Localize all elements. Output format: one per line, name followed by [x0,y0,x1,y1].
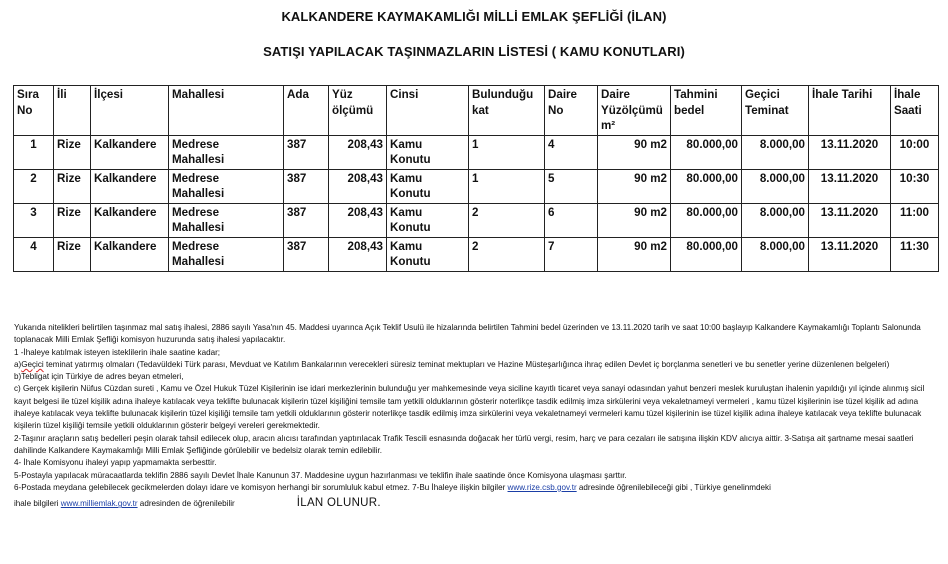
header-ihale-saati: İhale Saati [891,86,939,136]
header-ilce: İlçesi [91,86,169,136]
header-il: İli [54,86,91,136]
cell-tahmini-bedel: 80.000,00 [671,237,742,271]
header-sira: Sıra No [14,86,54,136]
header-ada: Ada [284,86,329,136]
cell-il: Rize [54,135,91,169]
spellcheck-word: Geçici [21,359,44,369]
cell-yuzolcumu: 208,43 [329,135,387,169]
cell-daire-no: 6 [545,203,598,237]
header-yuzolcumu: Yüz ölçümü [329,86,387,136]
cell-daire-no: 5 [545,169,598,203]
cell-ihale-tarihi: 13.11.2020 [809,135,891,169]
cell-mahalle: Medrese Mahallesi [169,135,284,169]
notice-title: KALKANDERE KAYMAKAMLIĞI MİLLİ EMLAK ŞEFLİĞİ (İLAN) [281,9,667,24]
cell-kat: 2 [469,203,545,237]
header-gecici-teminat: Geçici Teminat [742,86,809,136]
milliemlak-link[interactable]: www.milliemlak.gov.tr [60,499,138,509]
cell-sira: 4 [14,237,54,271]
cell-cinsi: Kamu Konutu [387,169,469,203]
cell-gecici-teminat: 8.000,00 [742,169,809,203]
cell-il: Rize [54,169,91,203]
cell-sira: 2 [14,169,54,203]
cell-ilce: Kalkandere [91,203,169,237]
condition-a: a)Geçici teminat yatırmış olmaları (Tedavüldeki Türk parası, Mevduat ve Katılım Bankalarının verecekleri süresiz teminat mektupları ve Hazine Müsteşarlığınca ihraç edilen Devlet iç borçlanma senetleri ve bu senetler yerine düzenlenen belgeleri) [14,359,890,369]
header-tahmini-bedel: Tahmini bedel [671,86,742,136]
cell-ihale-saati: 11:00 [891,203,939,237]
cell-sira: 1 [14,135,54,169]
cell-gecici-teminat: 8.000,00 [742,203,809,237]
cell-daire-yuzolcumu: 90 m2 [598,135,671,169]
cell-yuzolcumu: 208,43 [329,169,387,203]
header-ihale-tarihi: İhale Tarihi [809,86,891,136]
cell-sira: 3 [14,203,54,237]
condition-4: 4- İhale Komisyonu ihaleyi yapıp yapmamakta serbesttir. [14,458,217,468]
table-row [14,203,939,237]
cell-il: Rize [54,203,91,237]
notice-subtitle: SATIŞI YAPILACAK TAŞINMAZLARIN LİSTESİ ( KAMU KONUTLARI) [263,44,685,59]
condition-1: 1 -İhaleye katılmak isteyen isteklilerin ihale saatine kadar; [14,347,221,357]
table-row [14,135,939,169]
cell-daire-yuzolcumu: 90 m2 [598,237,671,271]
condition-2-3: 2-Taşınır araçların satış bedelleri peşin olarak tahsil edilecek olup, aracın alıcısı tarafından yaptırılacak Trafik Tescili esnasında doğacak her türlü vergi, resim, harç ve para cezaları ile satışına ilişkin KDV alıcıya aittir. 3-Satışa ait şartname mesai saatleri dahilinde Kalkandere Kaymakamlığı Milli Emlak Şefliğinde görülebilir ve bedelsiz olarak temin edilebilir. [14,433,914,455]
cell-il: Rize [54,237,91,271]
rize-csb-link[interactable]: www.rize.csb.gov.tr [507,482,577,492]
cell-ihale-tarihi: 13.11.2020 [809,237,891,271]
cell-ihale-tarihi: 13.11.2020 [809,203,891,237]
cell-yuzolcumu: 208,43 [329,237,387,271]
cell-daire-yuzolcumu: 90 m2 [598,203,671,237]
cell-kat: 1 [469,169,545,203]
cell-mahalle: Medrese Mahallesi [169,169,284,203]
header-daire-no: Daire No [545,86,598,136]
header-daire-yuzolcumu: Daire Yüzölçümü m² [598,86,671,136]
cell-daire-no: 4 [545,135,598,169]
cell-kat: 1 [469,135,545,169]
cell-tahmini-bedel: 80.000,00 [671,135,742,169]
cell-cinsi: Kamu Konutu [387,203,469,237]
header-mahalle: Mahallesi [169,86,284,136]
cell-ada: 387 [284,135,329,169]
intro-paragraph: Yukarıda nitelikleri belirtilen taşınmaz mal satış ihalesi, 2886 sayılı Yasa'nın 45. Maddesi uyarınca Açık Teklif Usulü ile hizalarında belirtilen Tahmini bedel üzerinden ve 13.11.2020 tarih ve saat 10:00 başlayıp Kalkandere Kaymakamlığı Toplantı Salonunda toplanacak Milli Emlak Şefliği komisyon huzurunda satış ihalesi yapılacaktır. [14,323,921,345]
cell-yuzolcumu: 208,43 [329,203,387,237]
table-row [14,169,939,203]
ilan-olunur: İLAN OLUNUR. [296,497,381,510]
property-table [13,85,939,272]
cell-cinsi: Kamu Konutu [387,237,469,271]
cell-ada: 387 [284,169,329,203]
cell-ada: 387 [284,237,329,271]
header-cinsi: Cinsi [387,86,469,136]
cell-ilce: Kalkandere [91,169,169,203]
table-row [14,237,939,271]
cell-ihale-saati: 10:00 [891,135,939,169]
notice-conditions [14,322,934,510]
condition-b: b)Tebligat için Türkiye de adres beyan etmeleri, [14,372,184,382]
condition-5: 5-Postayla yapılacak müracaatlarda teklifin 2886 sayılı Devlet İhale Kanunun 37. Maddesine uygun hazırlanması ve teklifin ihale saatinde önce Komisyona ulaşması şarttır. [14,470,627,480]
cell-ilce: Kalkandere [91,237,169,271]
cell-kat: 2 [469,237,545,271]
cell-daire-yuzolcumu: 90 m2 [598,169,671,203]
condition-6-7: 6-Postada meydana gelebilecek gecikmelerden dolayı idare ve komisyon herhangi bir sorumluluk kabul etmez. 7-Bu İhaleye ilişkin bilgiler www.rize.csb.gov.tr adresinde öğrenilebileceği gibi , Türkiye genelinmdeki [14,482,771,492]
cell-cinsi: Kamu Konutu [387,135,469,169]
cell-daire-no: 7 [545,237,598,271]
cell-ihale-saati: 11:30 [891,237,939,271]
cell-ihale-saati: 10:30 [891,169,939,203]
header-kat: Bulunduğu kat [469,86,545,136]
cell-gecici-teminat: 8.000,00 [742,237,809,271]
cell-ada: 387 [284,203,329,237]
cell-tahmini-bedel: 80.000,00 [671,203,742,237]
cell-gecici-teminat: 8.000,00 [742,135,809,169]
cell-ilce: Kalkandere [91,135,169,169]
cell-mahalle: Medrese Mahallesi [169,237,284,271]
cell-mahalle: Medrese Mahallesi [169,203,284,237]
cell-ihale-tarihi: 13.11.2020 [809,169,891,203]
table-header-row [14,86,939,136]
cell-tahmini-bedel: 80.000,00 [671,169,742,203]
closing-line: ihale bilgileri www.milliemlak.gov.tr adresinden de öğrenilebilir İLAN OLUNUR. [14,497,381,510]
condition-c: c) Gerçek kişilerin Nüfus Cüzdan sureti , Kamu ve Özel Hukuk Tüzel Kişilerinin ise idari merkezlerinin bulunduğu yer mahkemesinde veya siciline kayıtlı ticaret veya sanayi odasından yahut benzeri meslek kuruluştan ihalenin yapıldığı yıl içinde alınmış sicil kayıt belgesi ile tüzel kişilik adına ihaleye katılacak veya teklifte bulunacak kişilerin tüzel kişiliğini temsile tam yetkili olduklarının gösterir noterlikçe tasdik edilmiş imza sirkülerini veya vekaletnameyi vermeleri , kamu tüzel kişilerinin ise tüzel kişilik ad adına ihaleye katılacak veya teklifte bulunacak kişilerin tüzel kişiliği temsile tam yetkili olduklarının gösterir noterlikçe tasdik edilmiş imza sirkülerini veya vekaletnameyi vermeleri kamu tüzel kişilerinin ise tüzel kişilik adına ihaleye katılacak veya teklifte bulunacak kişilerin tüzel kişiliği temsile yetkili olduklarının gösterir belgeyi vereleri gerekmektedir. [14,384,925,431]
